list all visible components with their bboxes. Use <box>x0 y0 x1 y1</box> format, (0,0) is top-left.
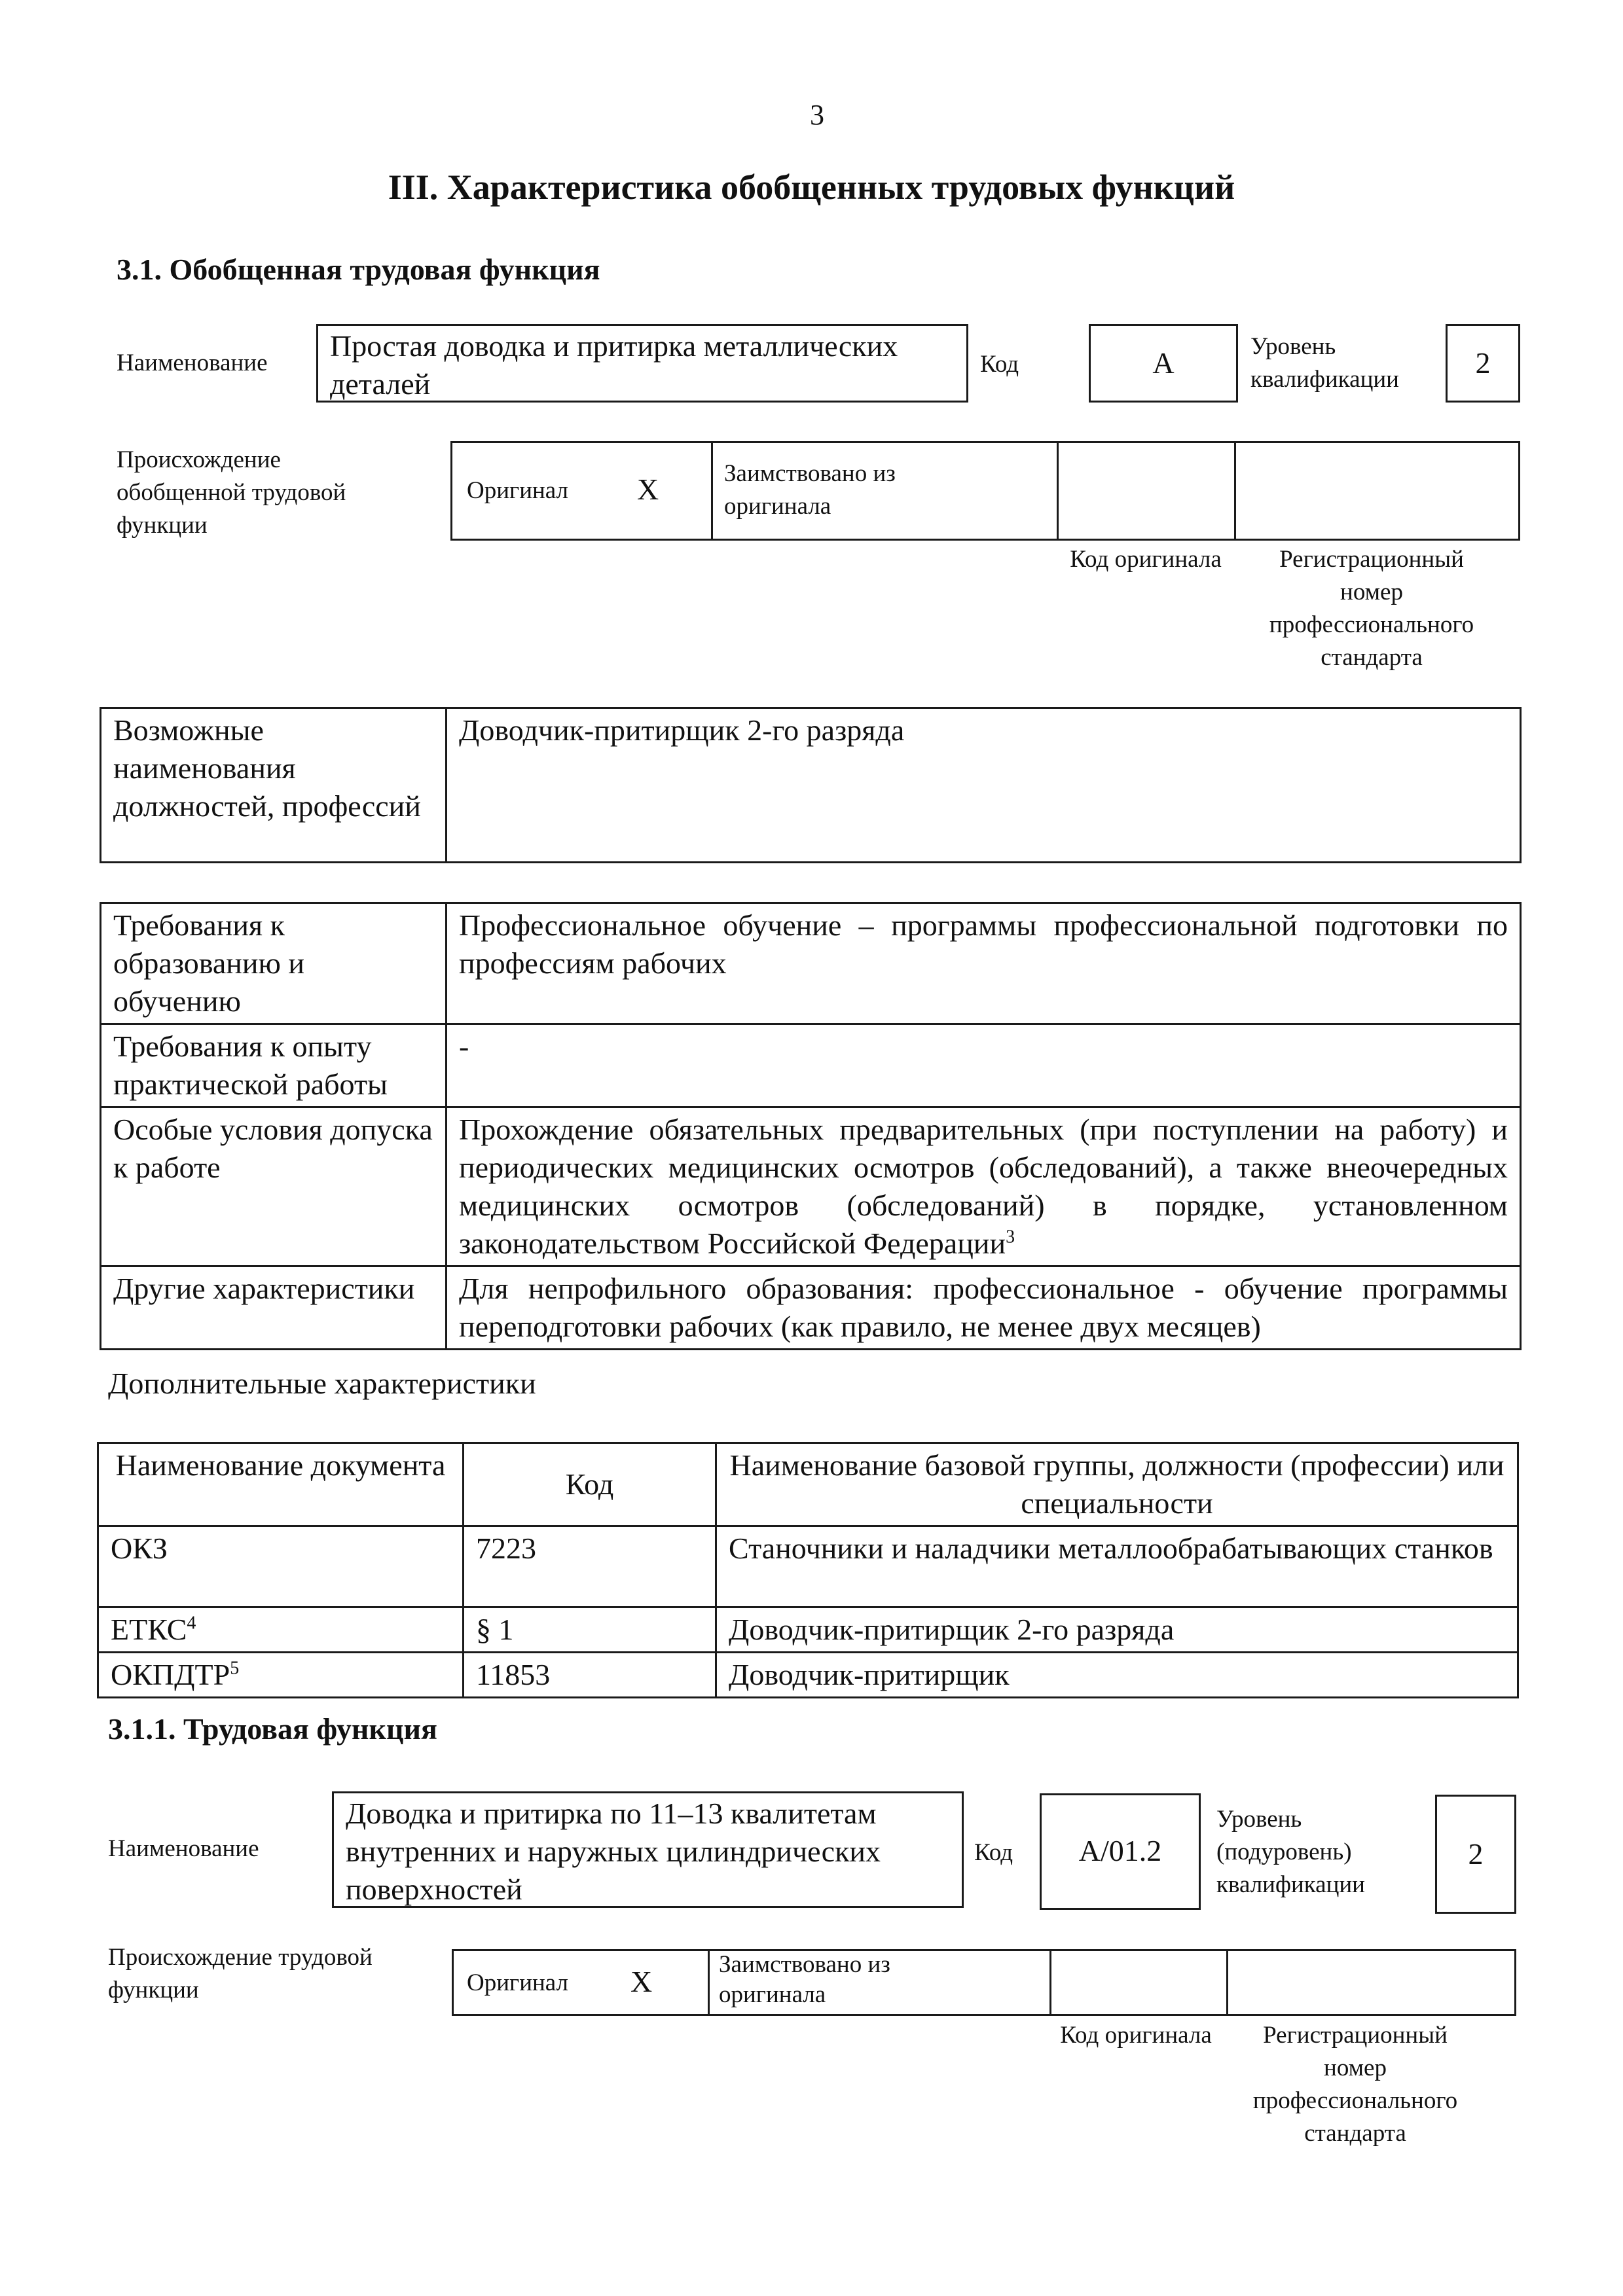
footnote-mark: 5 <box>230 1658 240 1679</box>
row-name: Доводчик-притирщик <box>716 1653 1518 1698</box>
gtf-origin-table <box>450 441 1520 541</box>
requirement-value-text: Прохождение обязательных предварительных (при поступлении на работу) и периодических медицинских осмотров (обследований), а также внеочередных медицинских осмотров (обследований) в порядке, установленном законодательством Российской Федерации <box>459 1113 1508 1260</box>
tf-level-value: 2 <box>1468 1837 1484 1871</box>
tf-level-field <box>1435 1795 1516 1914</box>
positions-value: Доводчик-притирщик 2-го разряда <box>447 708 1521 863</box>
row-doc <box>98 1607 464 1653</box>
gtf-name-field <box>316 324 968 403</box>
requirement-label: Требования к опыту практической работы <box>101 1024 447 1107</box>
tf-original-label: Оригинал <box>467 1969 569 1996</box>
gtf-origin-label: Происхождение обобщенной трудовой функции <box>117 446 346 539</box>
tf-origin-label: Происхождение трудовой функции <box>108 1944 373 2003</box>
gtf-name-value: Простая доводка и притирка металлических деталей <box>330 329 898 401</box>
row-doc-text: ОКПДТР <box>111 1658 230 1691</box>
requirement-value: - <box>447 1024 1521 1107</box>
positions-label: Возможные наименования должностей, профессий <box>101 708 447 863</box>
requirement-value: Профессиональное обучение – программы профессиональной подготовки по профессиям рабочих <box>447 903 1521 1024</box>
row-name: Станочники и наладчики металлообрабатывающих станков <box>716 1526 1518 1607</box>
tf-name-value: Доводка и притирка по 11–13 квалитетам внутренних и наружных цилиндрических поверхностей <box>346 1797 881 1906</box>
row-doc <box>98 1526 464 1607</box>
section-title: III. Характеристика обобщенных трудовых функций <box>388 168 1235 207</box>
positions-table <box>100 707 1522 863</box>
tf-name-field <box>332 1791 964 1908</box>
requirement-value <box>447 1107 1521 1266</box>
tf-original-mark: X <box>630 1965 653 1998</box>
gtf-code-value: A <box>1152 346 1175 380</box>
gtf-code-label: Код <box>980 351 1019 378</box>
additional-heading: Дополнительные характеристики <box>108 1367 536 1400</box>
tf-origin-table <box>452 1949 1516 2016</box>
additional-header-name: Наименование базовой группы, должности (профессии) или специальности <box>716 1443 1518 1526</box>
tf-reg-number-caption: Регистрационный номер профессионального стандарта <box>1252 2022 1458 2147</box>
gtf-name-label: Наименование <box>117 350 268 376</box>
tf-code-field <box>1040 1793 1201 1910</box>
additional-header-doc: Наименование документа <box>98 1443 464 1526</box>
requirements-table <box>100 902 1522 1350</box>
additional-header-code: Код <box>464 1443 716 1526</box>
table-row <box>98 1526 1518 1607</box>
tf-code-value: A/01.2 <box>1078 1834 1162 1867</box>
row-doc <box>98 1653 464 1698</box>
gtf-code-field <box>1089 324 1238 403</box>
gtf-orig-code-caption: Код оригинала <box>1070 546 1222 573</box>
table-row <box>98 1607 1518 1653</box>
tf-code-label: Код <box>974 1839 1013 1866</box>
requirement-label: Другие характеристики <box>101 1266 447 1350</box>
page-number: 3 <box>810 99 824 131</box>
gtf-level-field <box>1446 324 1520 403</box>
gtf-borrowed-label: Заимствовано из оригинала <box>724 460 896 520</box>
gtf-level-label: Уровень квалификации <box>1250 333 1399 393</box>
tf-level-label: Уровень (подуровень) квалификации <box>1216 1806 1365 1898</box>
row-code: § 1 <box>464 1607 716 1653</box>
row-doc-text: ОКЗ <box>111 1532 168 1565</box>
gtf-level-value: 2 <box>1475 346 1491 380</box>
row-code: 11853 <box>464 1653 716 1698</box>
gtf-original-label: Оригинал <box>467 477 569 504</box>
requirement-value: Для непрофильного образования: профессиональное - обучение программы переподготовки рабочих (как правило, не менее двух месяцев) <box>447 1266 1521 1350</box>
tf-orig-code-caption: Код оригинала <box>1060 2022 1212 2049</box>
row-name: Доводчик-притирщик 2-го разряда <box>716 1607 1518 1653</box>
gtf-reg-number-caption: Регистрационный номер профессионального стандарта <box>1269 546 1474 671</box>
footnote-mark: 3 <box>1006 1227 1015 1247</box>
footnote-mark: 4 <box>187 1613 196 1634</box>
tf-name-label: Наименование <box>108 1835 259 1862</box>
table-row <box>98 1653 1518 1698</box>
tf-heading: 3.1.1. Трудовая функция <box>108 1712 437 1746</box>
gtf-original-mark: X <box>637 473 659 506</box>
tf-borrowed-label: Заимствовано из оригинала <box>719 1951 890 2008</box>
gtf-heading: 3.1. Обобщенная трудовая функция <box>117 253 600 286</box>
requirement-label: Особые условия допуска к работе <box>101 1107 447 1266</box>
row-code: 7223 <box>464 1526 716 1607</box>
row-doc-text: ЕТКС <box>111 1613 187 1646</box>
requirement-label: Требования к образованию и обучению <box>101 903 447 1024</box>
additional-table <box>97 1442 1519 1698</box>
